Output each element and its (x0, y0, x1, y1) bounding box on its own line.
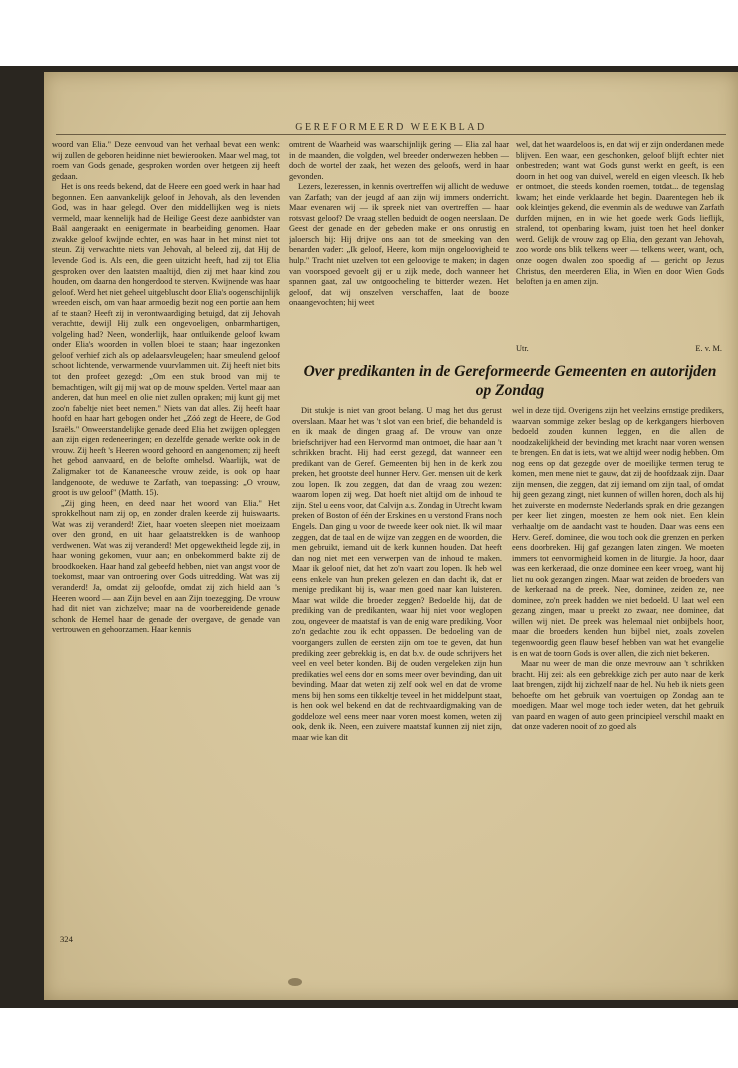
paragraph: Dit stukje is niet van groot belang. U mag het dus gerust overslaan. Maar het was 't slot van een brief, die behandeld is en ik maak de dingen graag af. De vrouw van onze briefschrijver had een Hervormd man ontmoet, die haar aan 't schrikken bracht. Hij had eerst gezegd, dat wanneer een predikant van de Geref. Gemeenten bij hen in de kerk zou preken, het grootste deel hunner Herv. Ger. mensen uit de kerk zou lopen. Ik zou zeggen, dat dan de vraag zou wezen: waarom lopen zij weg. Dat hoeft niet altijd om de inhoud te zijn. Stel u eens voor, dat Calvijn a.s. Zondag in Utrecht kwam preken of Boston of één der Erskines en u verstond Frans noch Engels. Dan ging u voor de tweede keer ook niet. Ik wil maar zeggen, dat de taal en de wijze van zeggen en de woorden, die men gebruikt, iemand uit de kerk kunnen houden. Dat heeft dan nog niet met een verwerpen van de inhoud te maken. Maar ik geloof niet, dat het zo'n vaart zou lopen. Ik heb wel eens enkele van hun preken gelezen en dan dacht ik, dat er menige predikant bij is, waar men goed naar kan luisteren. Maar wat wilde die broeder zeggen? Bedoelde hij, dat de prediking van de predikanten, waar hij niet voor weglopen zou, ongeveer de maatstaf is van de enig ware prediking. Voor zo'n gedachte zou ik echt oppassen. De bedoeling van de voorgangers zullen de eersten zijn om toe te geven, dat hun prediking zeer gebrekkig is, en dat b.v. de oude schrijvers het veel en veel beter konden. Bij de ouden vergeleken zijn hun predikaties wel eens dor en soms meer over bevinding, dan uit bevinding. Maar dat weten zij zelf ook wel en dat de vrome mens bij hen soms een tikkeltje teveel in het middelpunt staat, is hen ook wel bekend en dat de rechtvaardigmaking van de goddeloze wel eens meer naar voren moest komen, weten zij ook, denk ik. Neen, een zuivere maatstaf kunnen zij niet zijn, maar wie kan dit (292, 406, 502, 742)
article-title: Over predikanten in de Gereformeerde Gemeenten en autorijden op Zondag (303, 363, 717, 399)
paragraph: wel in deze tijd. Overigens zijn het veelzins ernstige predikers, waarvan sommige zeker beslag op de kerkgangers hierboven bedoeld zouden kunnen leggen, en die allen de noodzakelijkheid der bevinding met kracht naar voren wensen te brengen. En dat is iets, wat we altijd weer nodig hebben. Om nog eens op dat gezegde over de moeilijke termen terug te komen, men mene niet te gauw, dat zij de hoofdzaak zijn. Daar zijn mensen, die zeggen, dat zij iemand om zijn taal, of omdat hij geen gezang zingt, niet kunnen of willen horen, doch als hij het zuiverste en modernste Nederlands sprak en drie gezangen per keer liet zingen, moesten ze hem ook niet. Een klein verhaaltje om de aandacht vast te houden. Daar was eens een Herv. Geref. dominee, die wou toch ook die grenzen en perken eens doorbreken. Hij gaf gezangen laten zingen. We moeten immers tot eenvormigheid komen in de liturgie. Ja hoor, daar was een kerkeraad, die onze dominee een keer vroeg, want hij liet nu ook gezangen zingen. Maar wat zeiden de broeders van de kerkeraad na de preek. Nee, dominee, zeiden ze, nee dominee, zo'n preek hadden we niet bedoeld. U laat wel een gezang zingen, maar u preekt zo zwaar, nee dominee, dat willen wij niet. De preek was helemaal niet onbijbels hoor, maar die broeders kenden hun bijbel niet, zoals zovelen tegenwoordig geen flauw besef hebben van wat het evangelie is en wat de toorn Gods is over allen, die zich niet bekeren. (512, 406, 724, 658)
paragraph: Het is ons reeds bekend, dat de Heere een goed werk in haar had begonnen. Een aanvankelijk geloof in Jehovah, als den levenden God, was in haar gelegd. Over den middellijken weg is niets vermeld, maar kennelijk had de Heilige Geest deze aanbidster van Baäl aangeraakt en eenigermate in bearbeiding genomen. Haar zwakke geloof kwijnde echter, en was haar in het minst niet tot steun. Zij verwachtte niets van Jehovah, al beleed zij, dat Hij de levende God is. Als een, die geen uitzicht heeft, had zij tot Elia gesproken over den laatsten maaltijd, dien zij met haar kind zou houden, om daarna den hongerdood te sterven. Kwijnende was haar geloof. Werd het niet geheel uitgebluscht door Elia's oogenschijnlijk wreeden eisch, om van haar armoedig bezit nog een portie aan hem af te staan? Heeft zij in verontwaardiging betuigd, dat zij Jehovah verachtte, dewijl Hij zulk een ongevoeligen, onbarmhartigen, volgeling had? Neen, wonderlijk, haar ontluikende geloof kwam onder Elia's woorden in vollen bloei te staan; haar ingezonken geloof verhief zich als op adelaarsvleugelen; haar smeulend geloof schoot lichtende, verwarmende vuurvlammen uit. Zij heeft niet bits tot den profeet gezegd: „Om een stuk brood van mij te bemachtigen, wilt gij mij wat op de mouw spelden. Vertel maar aan anderen, dat hun meel en olie niet zullen opraken; mij kunt gij met zoo'n fabeltje niet beet nemen." Niets van dat alles. Zij heeft haar hoofd en haar hart gebogen onder het „Zóó zegt de Heere, de God Israëls." Onweerstandelijke genade deed Elia het zwijgen opleggen aan zijn eigen redeneeringen; en dezelfde genade werkte ook in de vrouw. Zij heeft 's Heeren woord gehoord en aangenomen; zij heeft het gebod aanvaard, en de belofte omhelsd. Waarlijk, wat de Zaligmaker tot de Kananeesche vrouw zeide, is ook op haar landgenoote, de weduwe te Zarfath, van toepassing: „O vrouw, groot is uw geloof" (Matth. 15). (52, 182, 280, 498)
column-1 (52, 140, 280, 1000)
signature (516, 344, 724, 353)
column-4 (292, 406, 502, 1000)
page-number: 324 (60, 934, 73, 944)
signature-place: Utr. (516, 344, 529, 353)
newspaper-page (44, 72, 738, 1000)
paragraph: „Zij ging heen, en deed naar het woord van Elia." Het sprokkelhout nam zij op, en zonder dralen keerde zij huiswaarts. Wat was zij veranderd! Ziet, haar voeten sleepen niet moeizaam over den grond, en uit haar gelaatstrekken is de wanhoop verdwenen. Wat was zij veranderd! Met opgewektheid legde zij, in haar woning gekomen, vuur aan; en onbekommerd bakte zij de broodkoeken. Haar hand zal gebeefd hebben, niet van angst voor de toekomst, maar van ontroering over Gods uitredding. Wat was zij veranderd! Ja, omdat zij geloofde, omdat zij zich hield aan 's Heeren woord — aan Zijn bevel en aan Zijn toezegging. De vrouw had dit niet van zichzelve; maar na de voorbereidende genade schonk de Hemel haar de genade der overgave, de genade van vertrouwen en gehoorzamen. Haar kennis (52, 498, 280, 635)
paragraph: Lezers, lezeressen, in kennis overtreffen wij allicht de weduwe van Zarfath; van der jeugd af aan zijn wij immers onderricht. Maar evenaren wij — ik spreek niet van overtreffen — haar rotsvast geloof? De vraag stellen beduidt de oogen neerslaan. De Geest der genade en der gebeden make er ons onrustig en jaloersch bij: Hij drijve ons aan tot de smeeking van den benarden vader: „Ik geloof, Heere, kom mijn ongeloovigheid te hulp." Tracht niet uzelven tot een geloovige te maken; in dagen van voorspoed gevoelt gij er u zijk mede, doch wanneer het spannen gaat, zal uw ontgoocheling te bitterder wezen. Het geloof, dat wij onszelven verschaffen, laat de booze onaangevochten; hij weet (289, 182, 509, 308)
header-rule (56, 134, 726, 135)
paragraph: woord van Elia." Deze eenvoud van het verhaal bevat een wenk: wij zullen de geboren heidinne niet bewierooken. Maar wel mag, tot roem van Gods genade, gesproken worden over hetgeen zij heeft gedaan. (52, 140, 280, 181)
signature-author: E. v. M. (695, 344, 722, 353)
paragraph: Maar nu weer de man die onze mevrouw aan 't schrikken bracht. Hij zei: als een gebrekkige zich per auto naar de kerk laat brengen, zijdt hij zichzelf naar de hel. Nu heb ik niets geen behoefte om het gebruik van voertuigen op Zondag aan te moedigen. Maar wel moge toch ieder weten, dat het gebruik van paard en wagen of auto geen principieel verschil maakt en dat onze vaderen nooit of zo goed als (512, 659, 724, 732)
paragraph: omtrent de Waarheid was waarschijnlijk gering — Elia zal haar in de maanden, die volgden, wel breeder onderwezen hebben — doch de wortel der zaak, het wezen des geloofs, werd in haar gevonden. (289, 140, 509, 181)
column-5 (512, 406, 724, 1000)
running-head: GEREFORMEERD WEEKBLAD (295, 122, 487, 133)
ink-blot (288, 978, 302, 986)
paragraph: wel, dat het waardeloos is, en dat wij er zijn onderdanen mede blijven. Een waar, een geschonken, geloof blijft echter niet onbestreden; want wat Gods gunst werkt en geeft, is een doorn in het oog van duivel, wereld en eigen vleesch. Ik heb er ontmoet, die steeds konden roemen, totdat... de tegenslag kwam; het einde verklaarde het begin. Daarentegen heb ik ook kleintjes gekend, die evenmin als de weduwe van Zarfath durfden mijnen, en in wie het goede werk Gods lieflijk, stralend, tot openbaring kwam, juist toen het heel donker werd. Gelijk de vrouw zag op Elia, den gezant van Jehovah, zoo worde ons blik telkens weer — telkens weer, want, och, onze oogen dwalen zoo spoedig af — gericht op Jezus Christus, den meerderen Elia, in Wien en door Wien Gods beloften ja en amen zijn. (516, 140, 724, 287)
